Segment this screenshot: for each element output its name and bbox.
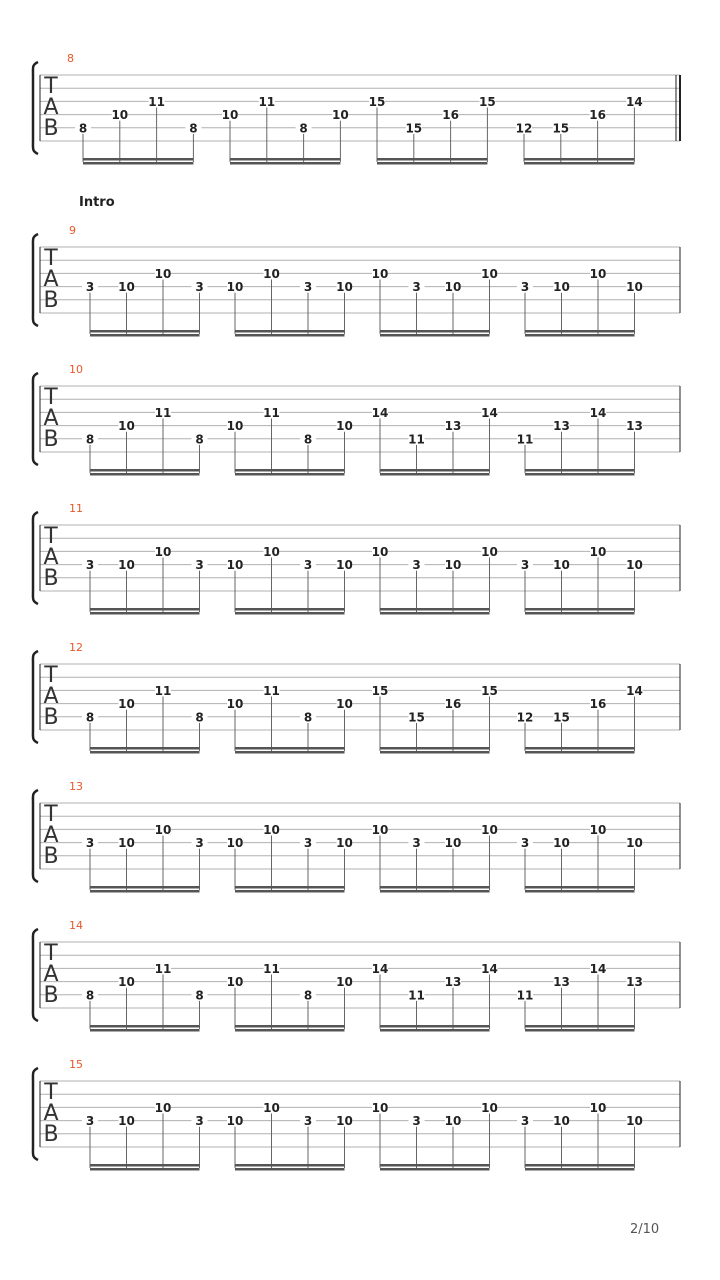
beam-primary [83, 158, 193, 161]
beam-primary [90, 886, 200, 889]
measure-number: 13 [69, 780, 83, 793]
beam-primary [235, 330, 345, 333]
tab-clef-letter: B [43, 1122, 59, 1147]
fret-number: 14 [371, 405, 389, 420]
fret-number: 10 [371, 266, 389, 281]
fret-number: 8 [195, 432, 204, 447]
fret-number: 3 [520, 558, 530, 573]
beam-secondary [90, 612, 200, 615]
beam-primary [525, 747, 635, 750]
beam-secondary [235, 1029, 345, 1032]
fret-number: 8 [299, 121, 308, 136]
beam-secondary [90, 751, 200, 754]
fret-number: 3 [195, 280, 204, 295]
beam-secondary [90, 334, 200, 337]
fret-number: 10 [481, 822, 498, 837]
fret-number: 3 [303, 558, 313, 573]
fret-number: 10 [154, 544, 172, 559]
beam-secondary [380, 751, 490, 754]
fret-number: 14 [589, 961, 607, 976]
beam-secondary [90, 1029, 200, 1032]
fret-number: 10 [336, 836, 353, 851]
fret-number: 10 [336, 697, 353, 712]
fret-number: 12 [516, 710, 534, 725]
fret-number: 8 [85, 988, 95, 1003]
beam-primary [90, 1025, 200, 1028]
measure-number: 9 [69, 224, 76, 237]
fret-number: 10 [336, 419, 353, 434]
fret-number: 10 [263, 266, 280, 281]
fret-number: 3 [195, 558, 204, 573]
fret-number: 10 [263, 822, 280, 837]
fret-number: 11 [263, 405, 280, 420]
fret-number: 8 [85, 710, 95, 725]
tab-clef-letter: T [44, 524, 58, 549]
beam-primary [380, 469, 490, 472]
beam-secondary [90, 890, 200, 893]
measure-number: 15 [69, 1058, 83, 1071]
fret-number: 13 [553, 975, 570, 990]
beam-primary [380, 1025, 490, 1028]
beam-secondary [380, 1168, 490, 1171]
fret-number: 3 [195, 1114, 204, 1129]
system-bracket [33, 1068, 38, 1160]
measure-number: 11 [69, 502, 83, 515]
fret-number: 14 [481, 405, 498, 420]
fret-number: 11 [258, 94, 276, 109]
fret-number: 11 [516, 988, 534, 1003]
fret-number: 8 [195, 710, 204, 725]
fret-number: 10 [226, 836, 244, 851]
beam-primary [235, 886, 345, 889]
tab-clef-letter: A [43, 1101, 59, 1126]
beam-secondary [90, 473, 200, 476]
fret-number: 10 [589, 1100, 607, 1115]
fret-number: 3 [412, 280, 421, 295]
system-bracket [33, 373, 38, 465]
fret-number: 10 [118, 558, 135, 573]
fret-number: 10 [336, 558, 353, 573]
fret-number: 14 [589, 405, 607, 420]
beam-primary [525, 1025, 635, 1028]
fret-number: 10 [481, 544, 498, 559]
fret-number: 3 [303, 280, 313, 295]
fret-number: 10 [154, 822, 172, 837]
tab-clef-letter: T [44, 74, 58, 99]
fret-number: 10 [154, 266, 172, 281]
fret-number: 8 [78, 121, 88, 136]
beam-primary [90, 747, 200, 750]
fret-number: 3 [85, 280, 95, 295]
fret-number: 16 [442, 108, 459, 123]
tab-clef-letter: T [44, 385, 58, 410]
fret-number: 10 [332, 108, 349, 123]
fret-number: 10 [118, 1114, 135, 1129]
tab-clef-letter: T [44, 802, 58, 827]
measure-number: 8 [67, 52, 74, 65]
measure-number: 14 [69, 919, 83, 932]
fret-number: 10 [226, 419, 244, 434]
fret-number: 14 [626, 683, 643, 698]
fret-number: 10 [336, 1114, 353, 1129]
fret-number: 10 [221, 108, 239, 123]
fret-number: 3 [412, 558, 421, 573]
beam-secondary [380, 890, 490, 893]
fret-number: 16 [444, 697, 462, 712]
beam-secondary [235, 890, 345, 893]
fret-number: 3 [303, 836, 313, 851]
beam-primary [525, 886, 635, 889]
beam-secondary [524, 162, 634, 165]
fret-number: 8 [85, 432, 95, 447]
section-label: Intro [79, 195, 115, 210]
fret-number: 10 [118, 419, 135, 434]
beam-secondary [230, 162, 340, 165]
tab-clef-letter: B [43, 427, 59, 452]
fret-number: 3 [85, 558, 95, 573]
fret-number: 10 [371, 822, 389, 837]
beam-secondary [380, 473, 490, 476]
fret-number: 11 [154, 405, 172, 420]
fret-number: 11 [154, 683, 172, 698]
beam-primary [90, 608, 200, 611]
fret-number: 10 [226, 558, 244, 573]
fret-number: 10 [481, 1100, 498, 1115]
fret-number: 10 [444, 280, 462, 295]
beam-primary [230, 158, 340, 161]
fret-number: 10 [626, 280, 643, 295]
beam-primary [235, 608, 345, 611]
beam-secondary [525, 1029, 635, 1032]
tab-clef-letter: B [43, 844, 59, 869]
beam-primary [235, 469, 345, 472]
fret-number: 11 [408, 988, 425, 1003]
fret-number: 3 [520, 280, 530, 295]
fret-number: 10 [226, 280, 244, 295]
fret-number: 14 [626, 94, 643, 109]
system-bracket [33, 234, 38, 326]
beam-secondary [525, 334, 635, 337]
fret-number: 15 [552, 121, 570, 136]
tab-clef-letter: T [44, 1080, 58, 1105]
tab-clef-letter: A [43, 545, 59, 570]
fret-number: 8 [195, 988, 204, 1003]
beam-secondary [235, 473, 345, 476]
fret-number: 8 [303, 432, 313, 447]
fret-number: 11 [263, 961, 280, 976]
tab-clef-letter: B [43, 705, 59, 730]
beam-secondary [377, 162, 487, 165]
fret-number: 10 [589, 266, 607, 281]
fret-number: 14 [481, 961, 498, 976]
fret-number: 10 [263, 1100, 280, 1115]
tab-clef-letter: B [43, 116, 59, 141]
fret-number: 15 [405, 121, 423, 136]
fret-number: 12 [515, 121, 533, 136]
beam-secondary [380, 1029, 490, 1032]
tab-clef-letter: B [43, 288, 59, 313]
fret-number: 8 [303, 710, 313, 725]
beam-secondary [525, 890, 635, 893]
fret-number: 15 [479, 94, 496, 109]
tab-clef-letter: A [43, 684, 59, 709]
beam-primary [377, 158, 487, 161]
fret-number: 10 [481, 266, 498, 281]
fret-number: 3 [412, 1114, 421, 1129]
fret-number: 10 [336, 280, 353, 295]
beam-primary [90, 469, 200, 472]
beam-primary [380, 1164, 490, 1167]
system-bracket [33, 62, 38, 154]
fret-number: 10 [626, 558, 643, 573]
fret-number: 10 [263, 544, 280, 559]
fret-number: 13 [626, 975, 643, 990]
measure-number: 12 [69, 641, 83, 654]
beam-primary [380, 330, 490, 333]
tab-clef-letter: A [43, 962, 59, 987]
fret-number: 10 [371, 1100, 389, 1115]
tab-clef-letter: A [43, 823, 59, 848]
fret-number: 15 [368, 94, 386, 109]
tab-clef-letter: B [43, 983, 59, 1008]
beam-primary [380, 886, 490, 889]
fret-number: 15 [481, 683, 498, 698]
fret-number: 3 [195, 836, 204, 851]
fret-number: 10 [118, 836, 135, 851]
beam-secondary [525, 751, 635, 754]
fret-number: 10 [111, 108, 129, 123]
system-bracket [33, 929, 38, 1021]
fret-number: 3 [85, 836, 95, 851]
fret-number: 11 [148, 94, 165, 109]
beam-secondary [235, 612, 345, 615]
beam-primary [525, 1164, 635, 1167]
fret-number: 3 [520, 1114, 530, 1129]
fret-number: 3 [303, 1114, 313, 1129]
beam-primary [90, 330, 200, 333]
beam-secondary [235, 751, 345, 754]
beam-primary [525, 469, 635, 472]
fret-number: 13 [553, 419, 570, 434]
fret-number: 10 [553, 1114, 570, 1129]
fret-number: 10 [118, 697, 135, 712]
beam-secondary [90, 1168, 200, 1171]
fret-number: 10 [589, 822, 607, 837]
beam-primary [90, 1164, 200, 1167]
fret-number: 10 [118, 975, 135, 990]
fret-number: 10 [226, 697, 244, 712]
fret-number: 10 [553, 836, 570, 851]
fret-number: 10 [444, 836, 462, 851]
fret-number: 8 [189, 121, 198, 136]
beam-secondary [525, 473, 635, 476]
fret-number: 10 [226, 975, 244, 990]
tab-clef-letter: T [44, 246, 58, 271]
fret-number: 10 [444, 1114, 462, 1129]
fret-number: 10 [626, 836, 643, 851]
beam-primary [235, 1164, 345, 1167]
beam-secondary [380, 612, 490, 615]
fret-number: 11 [408, 432, 425, 447]
tab-clef-letter: T [44, 941, 58, 966]
beam-primary [524, 158, 634, 161]
beam-primary [525, 608, 635, 611]
fret-number: 11 [516, 432, 534, 447]
tab-clef-letter: A [43, 406, 59, 431]
fret-number: 11 [263, 683, 280, 698]
beam-primary [235, 747, 345, 750]
beam-primary [380, 747, 490, 750]
fret-number: 13 [444, 975, 462, 990]
fret-number: 10 [154, 1100, 172, 1115]
fret-number: 10 [371, 544, 389, 559]
fret-number: 10 [626, 1114, 643, 1129]
fret-number: 10 [444, 558, 462, 573]
beam-secondary [525, 1168, 635, 1171]
fret-number: 14 [371, 961, 389, 976]
fret-number: 3 [520, 836, 530, 851]
fret-number: 13 [626, 419, 643, 434]
fret-number: 15 [408, 710, 425, 725]
fret-number: 8 [303, 988, 313, 1003]
fret-number: 15 [553, 710, 570, 725]
system-bracket [33, 790, 38, 882]
beam-secondary [380, 334, 490, 337]
fret-number: 10 [336, 975, 353, 990]
tab-clef-letter: T [44, 663, 58, 688]
tab-clef-letter: A [43, 95, 59, 120]
fret-number: 10 [118, 280, 135, 295]
fret-number: 15 [371, 683, 389, 698]
fret-number: 13 [444, 419, 462, 434]
fret-number: 10 [553, 558, 570, 573]
fret-number: 10 [553, 280, 570, 295]
beam-primary [235, 1025, 345, 1028]
fret-number: 3 [85, 1114, 95, 1129]
fret-number: 10 [589, 544, 607, 559]
beam-primary [525, 330, 635, 333]
beam-secondary [235, 1168, 345, 1171]
fret-number: 3 [412, 836, 421, 851]
system-bracket [33, 512, 38, 604]
measure-number: 10 [69, 363, 83, 376]
tab-clef-letter: A [43, 267, 59, 292]
beam-secondary [525, 612, 635, 615]
fret-number: 16 [589, 108, 606, 123]
system-bracket [33, 651, 38, 743]
fret-number: 11 [154, 961, 172, 976]
page-number: 2/10 [630, 1222, 660, 1237]
fret-number: 10 [226, 1114, 244, 1129]
beam-secondary [235, 334, 345, 337]
tab-clef-letter: B [43, 566, 59, 591]
beam-primary [380, 608, 490, 611]
beam-secondary [83, 162, 193, 165]
fret-number: 16 [589, 697, 607, 712]
